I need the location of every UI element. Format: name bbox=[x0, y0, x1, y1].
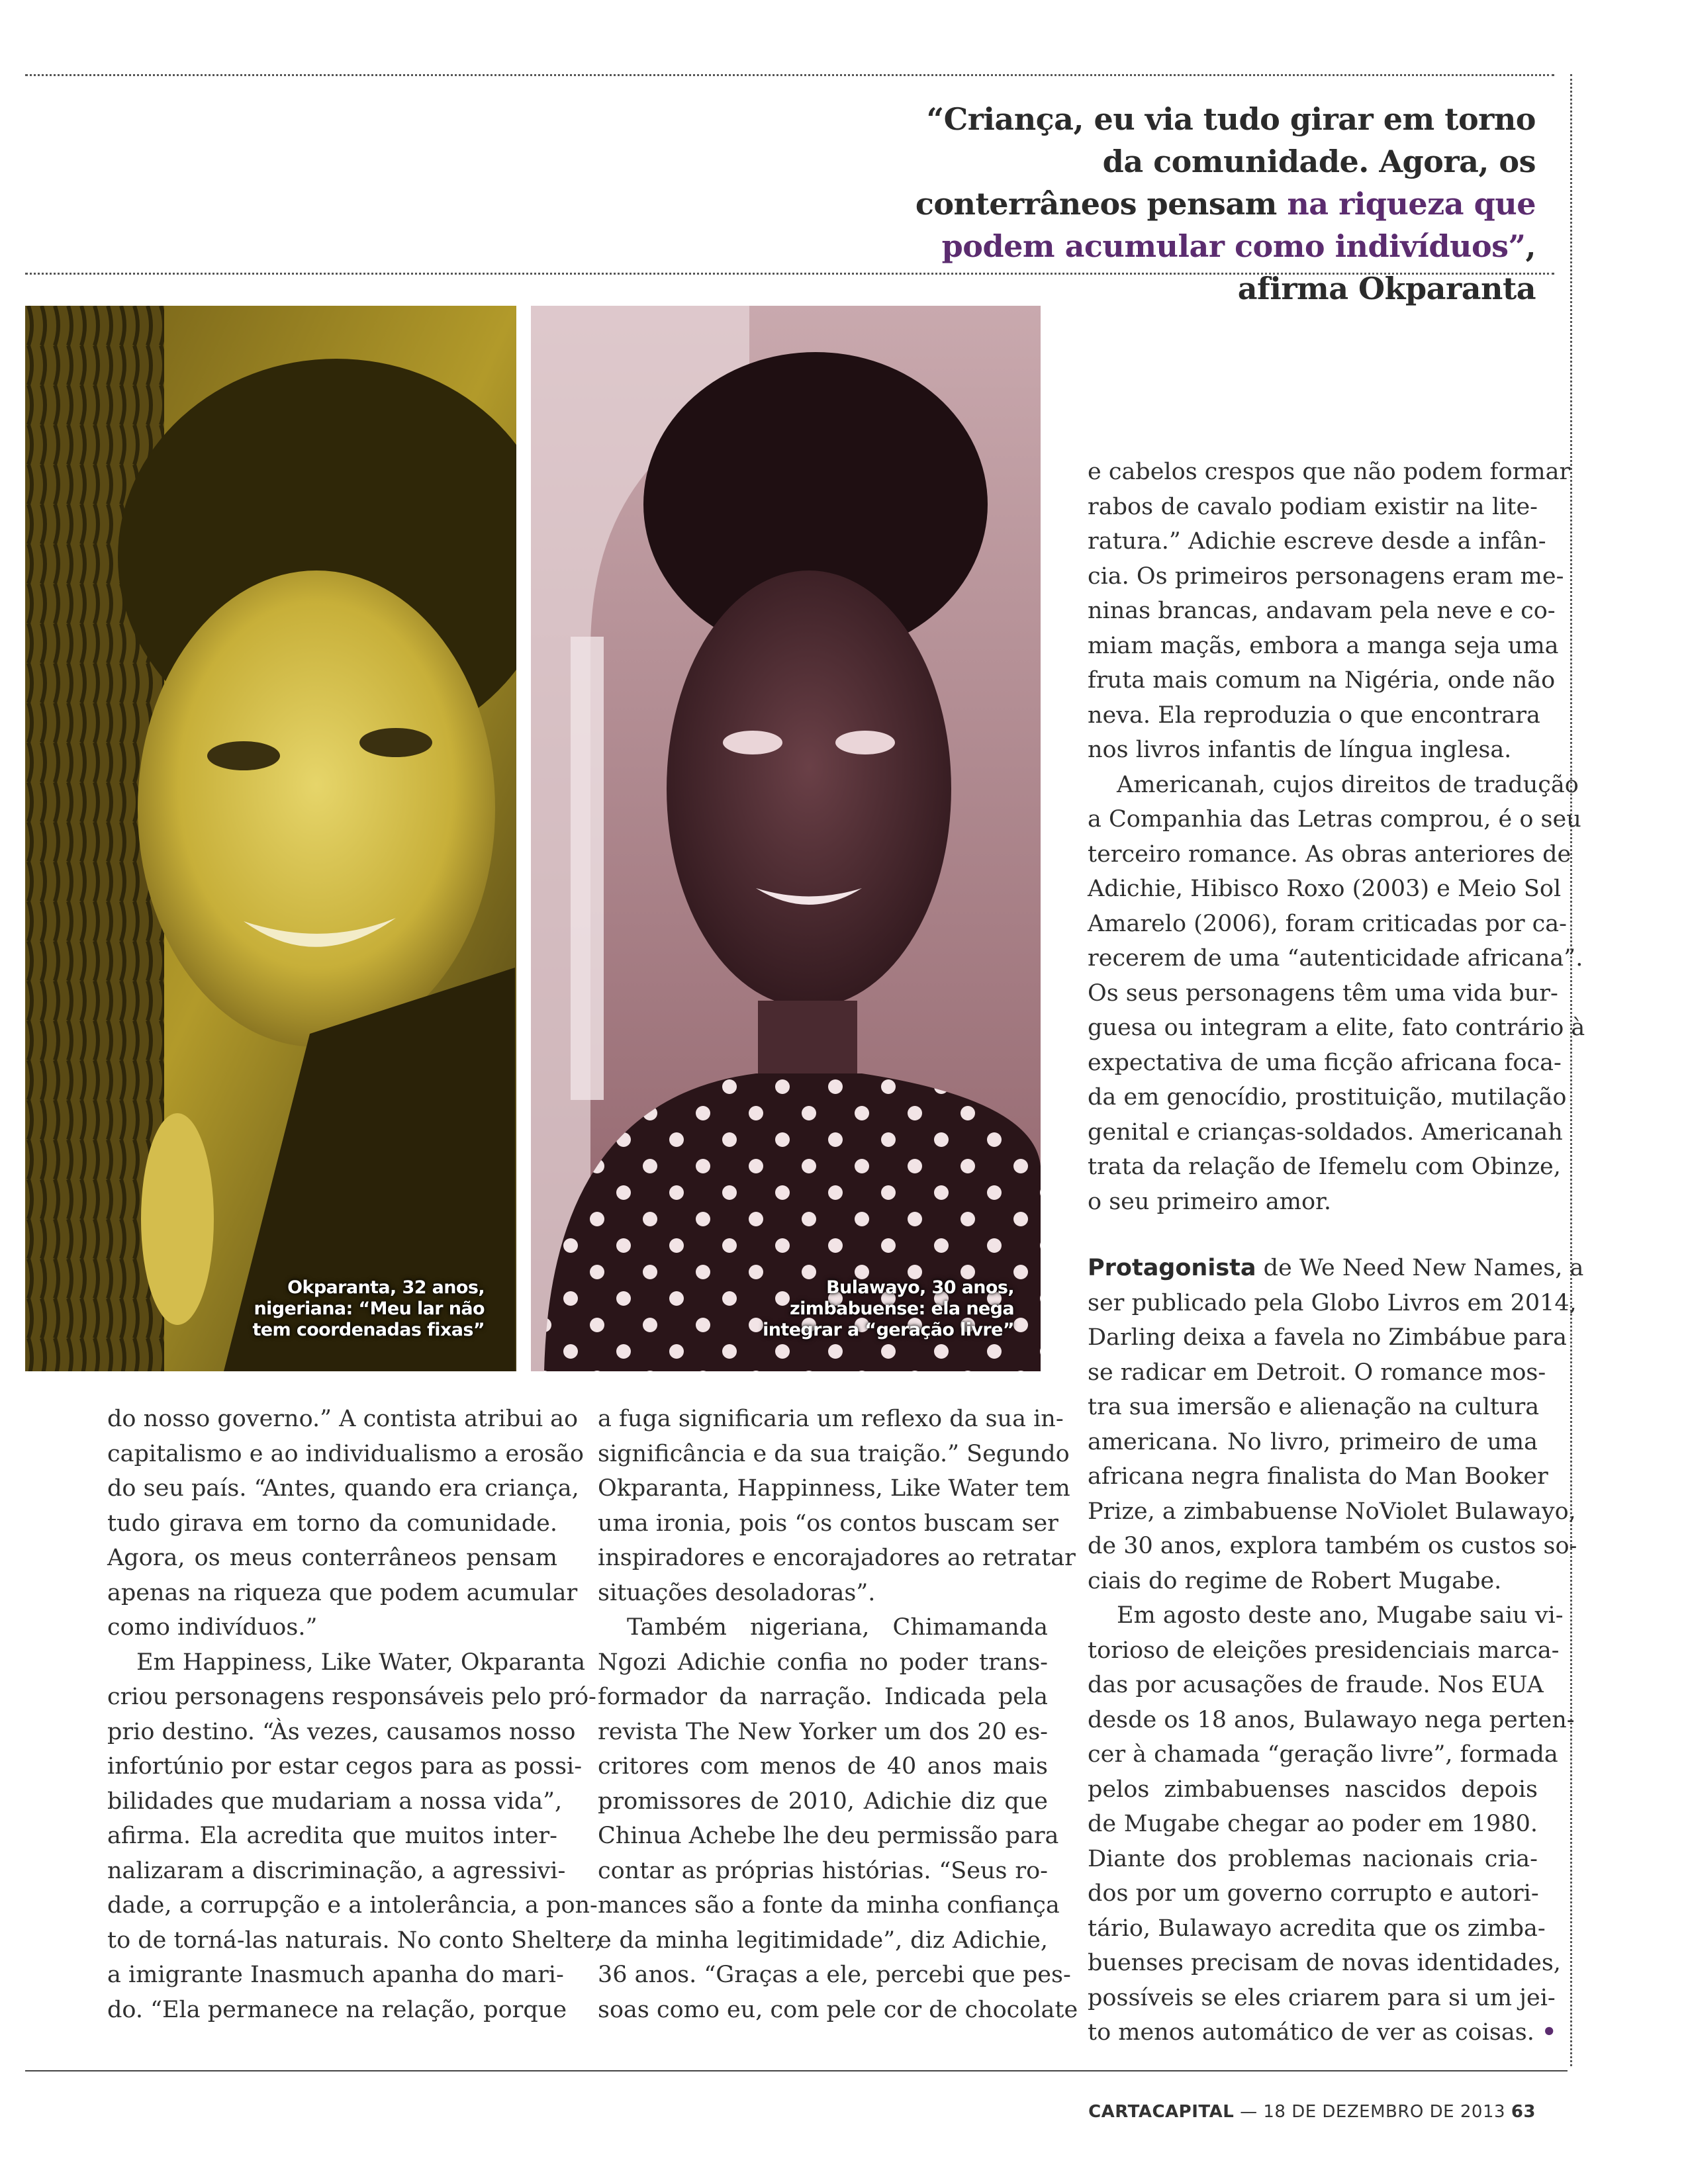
text-line: to de torná-las naturais. No conto Shelter, bbox=[107, 1927, 602, 1954]
pull-quote: “Criança, eu via tudo girar em torno da comunidade. Agora, os conterrâneos pensam na riqueza que podem acumular como indivíduos”, afirma Okparanta bbox=[915, 101, 1536, 306]
text-line: ser publicado pela Globo Livros em 2014, bbox=[1088, 1289, 1577, 1316]
text-line: e cabelos crespos que não podem formar bbox=[1088, 459, 1571, 485]
text-line: nalizaram a discriminação, a agressivi- bbox=[107, 1857, 566, 1884]
right-dotted-rule bbox=[1570, 74, 1572, 2066]
top-dotted-rule bbox=[25, 74, 1554, 76]
text-line: promissores de 2010, Adichie diz que bbox=[598, 1788, 1048, 1815]
text-line: inspiradores e encorajadores ao retratar bbox=[598, 1545, 1076, 1571]
page-footer bbox=[1088, 2102, 1536, 2122]
text-line: do seu país. “Antes, quando era criança, bbox=[107, 1475, 579, 1502]
text-line: recerem de uma “autenticidade africana”. bbox=[1088, 945, 1583, 972]
text-line: Amarelo (2006), foram criticadas por ca- bbox=[1088, 910, 1567, 937]
text-line: torioso de eleições presidenciais marca- bbox=[1088, 1637, 1560, 1664]
text-line: formador da narração. Indicada pela bbox=[598, 1684, 1048, 1710]
text-line: do. “Ela permanece na relação, porque bbox=[107, 1996, 567, 2023]
text-line: da em genocídio, prostituição, mutilação bbox=[1088, 1084, 1567, 1111]
text-line: expectativa de uma ficção africana foca- bbox=[1088, 1049, 1562, 1076]
text-line: miam maçãs, embora a manga seja uma bbox=[1088, 632, 1559, 659]
text-line: desde os 18 anos, Bulawayo nega perten- bbox=[1088, 1706, 1575, 1733]
text-line: americana. No livro, primeiro de uma bbox=[1088, 1428, 1538, 1455]
caption-okparanta: Okparanta, 32 anos, nigeriana: “Meu lar não tem coordenadas fixas” bbox=[252, 1277, 485, 1340]
end-mark-icon: • bbox=[1541, 2019, 1557, 2046]
photo-bulawayo bbox=[531, 306, 1041, 1371]
caption-bulawayo: Bulawayo, 30 anos, zimbabuense: ela nega integrar a “geração livre” bbox=[763, 1277, 1014, 1340]
text-line: apenas na riqueza que podem acumular bbox=[107, 1579, 578, 1606]
text-line: capitalismo e ao individualismo a erosão bbox=[107, 1440, 584, 1467]
text-line: soas como eu, com pele cor de chocolate bbox=[598, 1996, 1078, 2023]
text-line: e da minha legitimidade”, diz Adichie, bbox=[598, 1927, 1048, 1954]
text-line: Em Happiness, Like Water, Okparanta bbox=[136, 1649, 586, 1676]
text-line: significância e da sua traição.” Segundo bbox=[598, 1440, 1070, 1467]
text-line: Darling deixa a favela no Zimbábue para bbox=[1088, 1324, 1568, 1351]
text-line: mances são a fonte da minha confiança bbox=[598, 1892, 1060, 1919]
page-number: 63 bbox=[1511, 2102, 1536, 2122]
text-line: ratura.” Adichie escreve desde a infân- bbox=[1088, 528, 1546, 555]
text-line: neva. Ela reproduzia o que encontrara bbox=[1088, 702, 1540, 729]
text-line: Adichie, Hibisco Roxo (2003) e Meio Sol bbox=[1088, 876, 1562, 902]
text-line: pelos zimbabuenses nascidos depois bbox=[1088, 1776, 1538, 1803]
text-line: cer à chamada “geração livre”, formada bbox=[1088, 1741, 1558, 1768]
text-line: guesa ou integram a elite, fato contrário à bbox=[1088, 1015, 1585, 1041]
text-line: prio destino. “Às vezes, causamos nosso bbox=[107, 1718, 576, 1745]
text-line: buenses precisam de novas identidades, bbox=[1088, 1950, 1561, 1976]
text-line: possíveis se eles criarem para si um jei- bbox=[1088, 1984, 1556, 2011]
text-line: Protagonista de We Need New Names, a bbox=[1088, 1255, 1584, 1281]
text-line: infortúnio por estar cegos para as possi- bbox=[107, 1753, 583, 1780]
text-line: nos livros infantis de língua inglesa. bbox=[1088, 737, 1512, 763]
text-line: to menos automático de ver as coisas. • bbox=[1088, 2019, 1557, 2046]
text-line: Diante dos problemas nacionais cria- bbox=[1088, 1845, 1538, 1872]
text-line: tudo girava em torno da comunidade. bbox=[107, 1510, 557, 1537]
text-line: Chinua Achebe lhe deu permissão para bbox=[598, 1823, 1059, 1849]
text-line: ciais do regime de Robert Mugabe. bbox=[1088, 1567, 1502, 1594]
text-line: situações desoladoras”. bbox=[598, 1579, 876, 1606]
pull-quote-highlight: na riqueza que podem acumular como indivíduos” bbox=[941, 186, 1536, 264]
photo-okparanta bbox=[25, 306, 516, 1371]
text-line: o seu primeiro amor. bbox=[1088, 1188, 1332, 1215]
text-line: dos por um governo corrupto e autori- bbox=[1088, 1880, 1539, 1907]
body-column-2 bbox=[598, 1402, 1078, 2027]
text-line: afirma. Ela acredita que muitos inter- bbox=[107, 1823, 557, 1849]
text-line: uma ironia, pois “os contos buscam ser bbox=[598, 1510, 1058, 1537]
text-line: a Companhia das Letras comprou, é o seu bbox=[1088, 806, 1581, 833]
text-line: critores com menos de 40 anos mais bbox=[598, 1753, 1048, 1780]
text-line: das por acusações de fraude. Nos EUA bbox=[1088, 1672, 1544, 1698]
text-line: Agora, os meus conterrâneos pensam bbox=[107, 1545, 557, 1571]
text-line: ninas brancas, andavam pela neve e co- bbox=[1088, 598, 1556, 624]
text-line: rabos de cavalo podiam existir na lite- bbox=[1088, 493, 1538, 520]
text-line: 36 anos. “Graças a ele, percebi que pes- bbox=[598, 1962, 1071, 1988]
text-line: tra sua imersão e alienação na cultura bbox=[1088, 1394, 1540, 1420]
text-line: se radicar em Detroit. O romance mos- bbox=[1088, 1359, 1546, 1386]
text-line: Prize, a zimbabuense NoViolet Bulawayo, bbox=[1088, 1498, 1576, 1525]
text-line: revista The New Yorker um dos 20 es- bbox=[598, 1718, 1048, 1745]
text-line: Os seus personagens têm uma vida bur- bbox=[1088, 979, 1558, 1007]
text-line: genital e crianças-soldados. Americanah bbox=[1088, 1118, 1563, 1146]
text-line: do nosso governo.” A contista atribui ao bbox=[107, 1406, 579, 1432]
text-line: fruta mais comum na Nigéria, onde não bbox=[1088, 667, 1556, 694]
text-line: como indivíduos.” bbox=[107, 1614, 318, 1641]
body-column-3-lower bbox=[1088, 1251, 1584, 2050]
text-line: Em agosto deste ano, Mugabe saiu vi- bbox=[1117, 1602, 1564, 1629]
text-line: a imigrante Inasmuch apanha do mari- bbox=[107, 1962, 564, 1988]
body-column-1 bbox=[107, 1402, 602, 2027]
body-column-3-upper bbox=[1088, 455, 1585, 1219]
text-line: de 30 anos, explora também os custos so- bbox=[1088, 1533, 1577, 1559]
text-line: Americanah, cujos direitos de tradução bbox=[1117, 771, 1579, 798]
text-line: de Mugabe chegar ao poder em 1980. bbox=[1088, 1811, 1538, 1837]
text-line: africana negra finalista do Man Booker bbox=[1088, 1463, 1548, 1490]
text-line: tário, Bulawayo acredita que os zimba- bbox=[1088, 1915, 1546, 1942]
text-line: terceiro romance. As obras anteriores de bbox=[1088, 841, 1571, 868]
text-line: trata da relação de Ifemelu com Obinze, bbox=[1088, 1154, 1561, 1180]
portrait-okparanta-image bbox=[25, 306, 516, 1371]
text-line: a fuga significaria um reflexo da sua in- bbox=[598, 1406, 1064, 1432]
text-line: Okparanta, Happinness, Like Water tem bbox=[598, 1475, 1070, 1502]
text-line: Ngozi Adichie confia no poder trans- bbox=[598, 1649, 1048, 1676]
text-line: bilidades que mudariam a nossa vida”, bbox=[107, 1788, 563, 1815]
magazine-name: CARTACAPITAL bbox=[1088, 2102, 1235, 2122]
text-line: contar as próprias histórias. “Seus ro- bbox=[598, 1857, 1048, 1884]
text-line: criou personagens responsáveis pelo pró- bbox=[107, 1684, 596, 1710]
text-line: dade, a corrupção e a intolerância, a pon- bbox=[107, 1892, 598, 1919]
issue-date: — 18 DE DEZEMBRO DE 2013 bbox=[1234, 2102, 1511, 2122]
portrait-bulawayo-image bbox=[531, 306, 1041, 1371]
footer-rule bbox=[25, 2070, 1568, 2071]
section-lead-word: Protagonista bbox=[1088, 1255, 1256, 1281]
text-line: Também nigeriana, Chimamanda bbox=[627, 1614, 1048, 1641]
text-line: cia. Os primeiros personagens eram me- bbox=[1088, 563, 1564, 590]
